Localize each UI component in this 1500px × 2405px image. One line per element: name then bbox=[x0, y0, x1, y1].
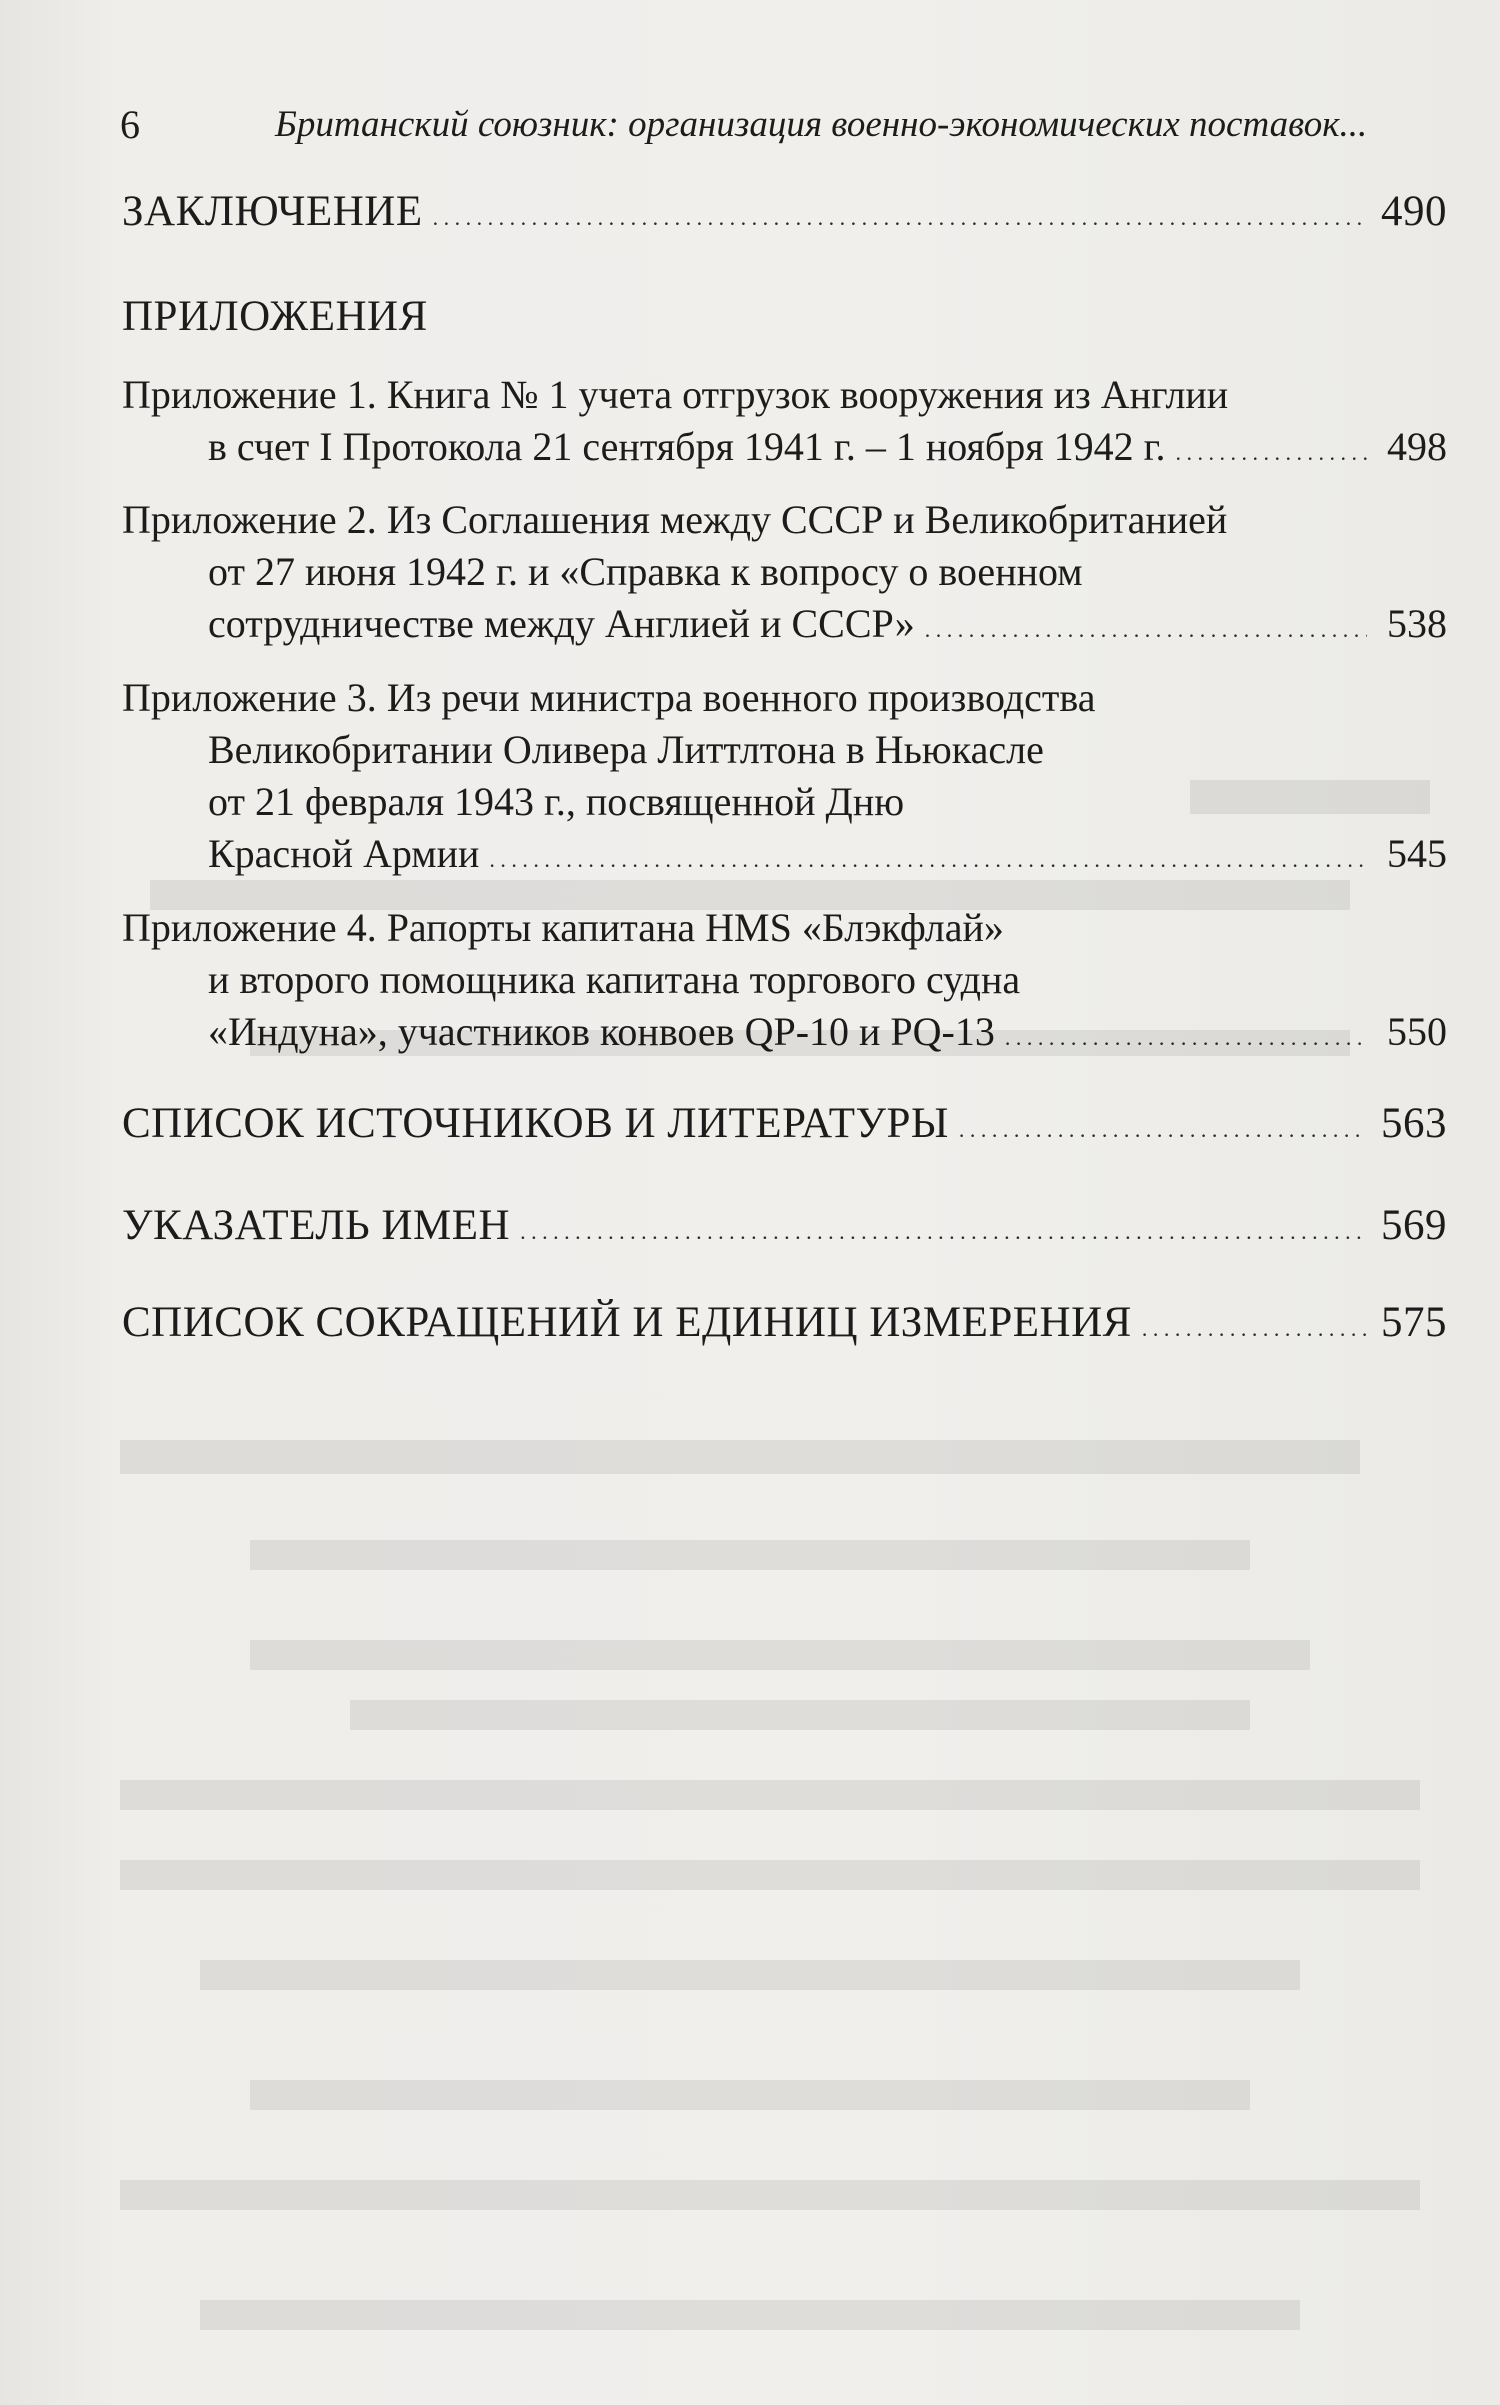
toc-page-number: 563 bbox=[1381, 1100, 1447, 1147]
dot-leader bbox=[433, 186, 1367, 244]
toc-entry-label: СПИСОК СОКРАЩЕНИЙ И ЕДИНИЦ ИЗМЕРЕНИЯ bbox=[122, 1299, 1132, 1346]
toc-entry-line: «Индуна», участников конвоев QP-10 и PQ-13 bbox=[208, 1009, 995, 1054]
toc-entry-label: ЗАКЛЮЧЕНИЕ bbox=[122, 188, 423, 235]
page-number: 6 bbox=[120, 102, 140, 147]
toc-page-number: 550 bbox=[1387, 1009, 1447, 1054]
toc-page-number: 569 bbox=[1381, 1202, 1447, 1249]
dot-leader bbox=[925, 598, 1367, 656]
toc-page-number: 545 bbox=[1387, 831, 1447, 876]
toc-entry-line: от 21 февраля 1943 г., посвященной Дню bbox=[208, 779, 905, 824]
toc-entry-line: в счет I Протокола 21 сентября 1941 г. – 1 ноября 1942 г. bbox=[208, 424, 1166, 469]
toc-entry-line: и второго помощника капитана торгового судна bbox=[208, 957, 1021, 1002]
dot-leader bbox=[1142, 1297, 1367, 1355]
toc-entry-line: Великобритании Оливера Литтлтона в Ньюкасле bbox=[208, 727, 1044, 772]
toc-entry-line: от 27 июня 1942 г. и «Справка к вопросу о военном bbox=[208, 549, 1083, 594]
toc-entry-appendix-4[interactable] bbox=[122, 902, 1447, 1058]
running-title: Британский союзник: организация военно-экономических поставок... bbox=[275, 104, 1368, 145]
toc-page-number: 490 bbox=[1381, 188, 1447, 235]
toc-entry-line: Приложение 3. Из речи министра военного производства bbox=[122, 675, 1096, 720]
toc-entry-line: Приложение 1. Книга № 1 учета отгрузок вооружения из Англии bbox=[122, 372, 1229, 417]
toc-page-number: 538 bbox=[1387, 601, 1447, 646]
running-head bbox=[120, 100, 1410, 150]
toc-page-number: 575 bbox=[1381, 1299, 1447, 1346]
dot-leader bbox=[489, 828, 1367, 886]
toc-entry-line: Красной Армии bbox=[208, 831, 480, 876]
toc-entry-sources[interactable] bbox=[122, 1098, 1447, 1150]
section-heading: ПРИЛОЖЕНИЯ bbox=[122, 293, 428, 340]
toc-entry-label: УКАЗАТЕЛЬ ИМЕН bbox=[122, 1202, 511, 1249]
toc-entry-abbreviations[interactable] bbox=[122, 1297, 1447, 1349]
toc-entry-line: сотрудничестве между Англией и СССР» bbox=[208, 601, 915, 646]
dot-leader bbox=[520, 1200, 1367, 1258]
toc-entry-appendix-2[interactable] bbox=[122, 494, 1447, 650]
dot-leader bbox=[959, 1098, 1367, 1156]
dot-leader bbox=[1176, 421, 1368, 479]
toc-section-appendices bbox=[122, 291, 1447, 343]
toc-entry-name-index[interactable] bbox=[122, 1200, 1447, 1252]
toc-entry-label: СПИСОК ИСТОЧНИКОВ И ЛИТЕРАТУРЫ bbox=[122, 1100, 949, 1147]
toc-entry-line: Приложение 2. Из Соглашения между СССР и Великобританией bbox=[122, 497, 1228, 542]
toc-page-number: 498 bbox=[1387, 424, 1447, 469]
dot-leader bbox=[1005, 1006, 1367, 1064]
toc-entry-line: Приложение 4. Рапорты капитана HMS «Блэкфлай» bbox=[122, 905, 1004, 950]
toc-entry-appendix-3[interactable] bbox=[122, 672, 1447, 880]
toc-entry-conclusion[interactable] bbox=[122, 186, 1447, 238]
toc-entry-appendix-1[interactable] bbox=[122, 369, 1447, 473]
